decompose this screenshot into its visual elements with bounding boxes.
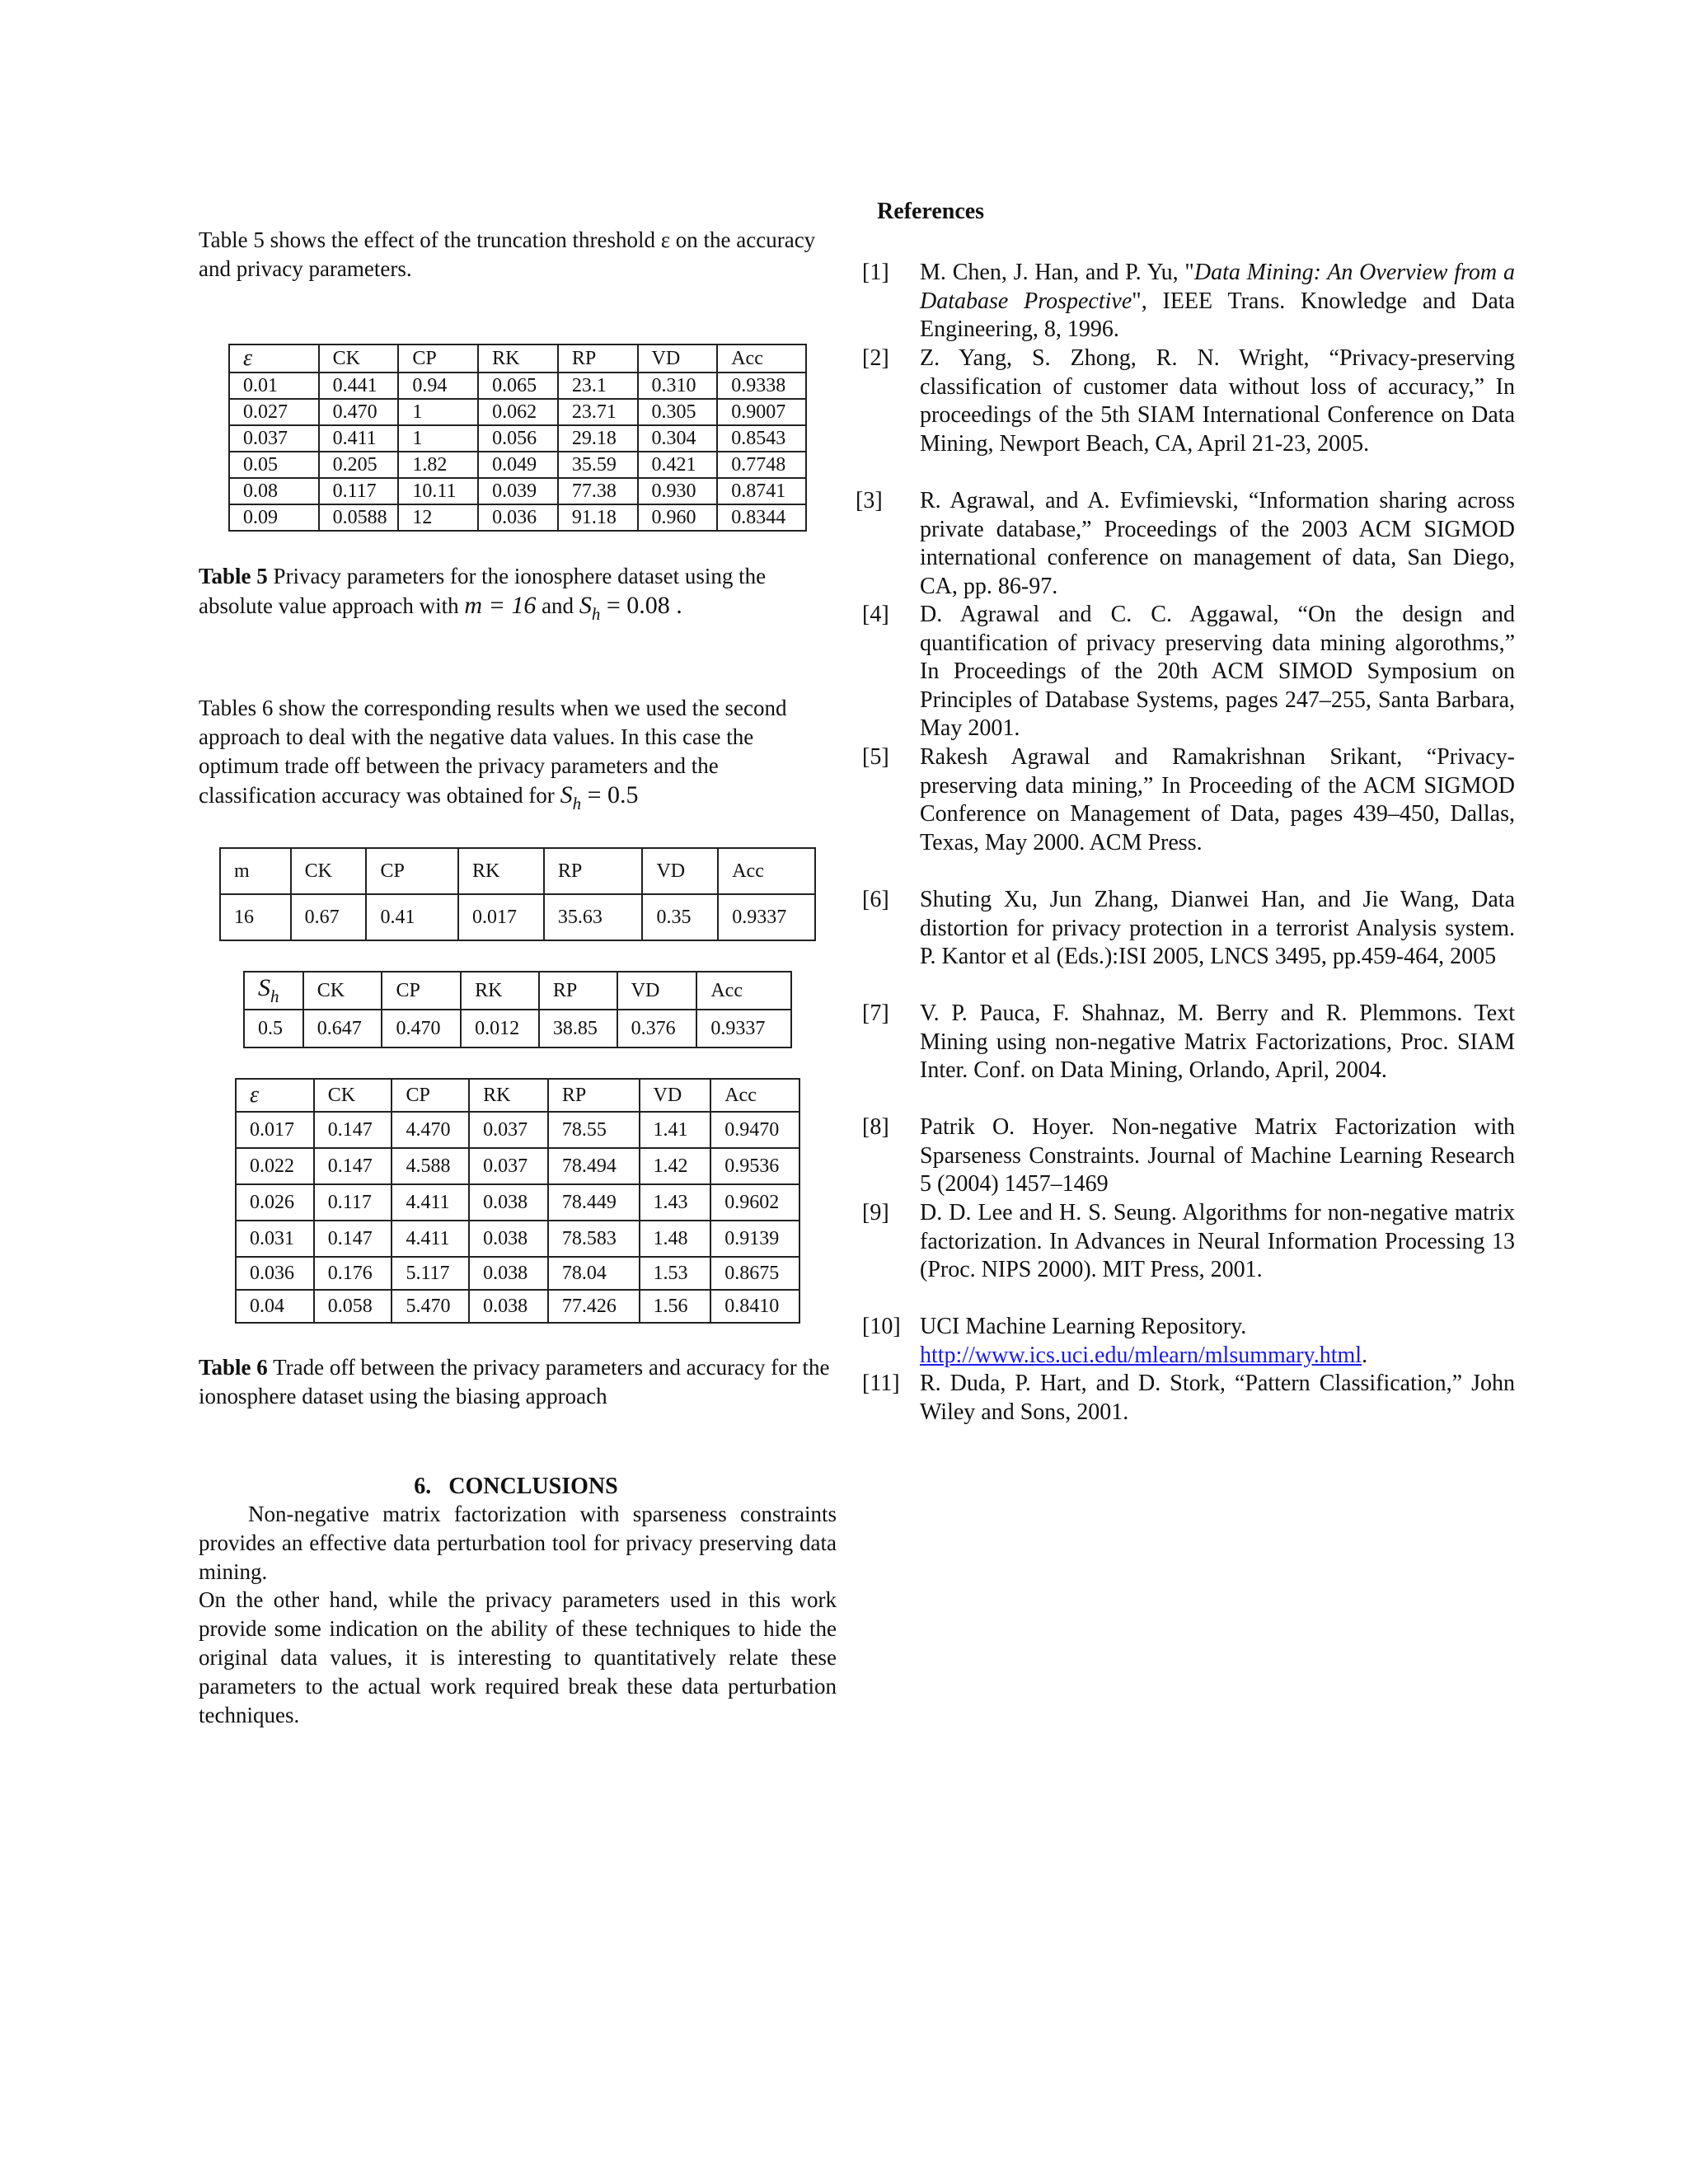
reference-number: [5] (862, 744, 889, 770)
table6b-header: RP (539, 972, 617, 1010)
reference-number: [10] (862, 1314, 901, 1339)
table5-cell: 0.049 (478, 452, 558, 478)
table6b-cell: 0.647 (303, 1010, 382, 1047)
table6c-cell: 78.449 (548, 1184, 640, 1221)
table5-cell: 0.421 (638, 452, 718, 478)
table6c-cell: 1.41 (640, 1112, 711, 1148)
conclusions-heading: 6. CONCLUSIONS (414, 1474, 618, 1499)
table5-cell: 12 (398, 504, 478, 531)
table5-row (229, 399, 806, 425)
table6c-cell: 0.8675 (710, 1257, 799, 1290)
reference-number: [6] (862, 887, 889, 912)
table6a-cell: 16 (220, 894, 291, 940)
table-6a (219, 847, 816, 941)
table6c-cell: 0.038 (469, 1290, 548, 1323)
table5-cell: 0.01 (229, 373, 319, 399)
table6c-cell: 0.9470 (710, 1112, 799, 1148)
table5-caption: Table 5 Privacy parameters for the ionosphere dataset using the absolute value approach with m = 16 and $S_h = 0.08$ . (199, 564, 767, 624)
table6c-header: RK (469, 1079, 548, 1112)
table5-cell: 1 (398, 399, 478, 425)
table6c-cell: 5.470 (392, 1290, 469, 1323)
table5-cell: 0.94 (398, 373, 478, 399)
table5-cell: 0.9338 (717, 373, 806, 399)
table5-cell: 29.18 (558, 425, 638, 452)
table6c-cell: 0.176 (314, 1257, 392, 1290)
reference-1: [1] M. Chen, J. Han, and P. Yu, "Data Mining: An Overview from a Database Prospective", IEEE Trans. Knowledge and Data Engineering, 8, 1996. (862, 260, 1516, 342)
table6c-row (236, 1184, 799, 1221)
table6c-cell: 1.42 (640, 1148, 711, 1184)
reference-3: [3] R. Agrawal, and A. Evfimievski, “Information sharing across private database,” Proceedings of the 2003 ACM SIGMOD international conference on management of data, San Diego, CA, pp. 86-97. (856, 488, 1515, 599)
table6c-cell: 0.04 (236, 1290, 314, 1323)
table6c-header: ε (236, 1079, 314, 1112)
table6a-cell: 35.63 (544, 894, 643, 940)
table6c-cell: 0.031 (236, 1221, 314, 1257)
table5-row (229, 425, 806, 452)
table5-cell: 0.0588 (319, 504, 399, 531)
table5-cell: 0.117 (319, 478, 399, 504)
table5-cell: 0.305 (638, 399, 718, 425)
table6a-cell: 0.67 (291, 894, 367, 940)
table6c-cell: 0.038 (469, 1184, 548, 1221)
table6b-header: CP (382, 972, 461, 1010)
table6c-cell: 1.43 (640, 1184, 711, 1221)
table5-header: CP (398, 344, 478, 373)
table5-cell: 0.930 (638, 478, 718, 504)
table6a-header: CK (291, 848, 367, 894)
table5-cell: 35.59 (558, 452, 638, 478)
table6c-cell: 0.037 (469, 1112, 548, 1148)
table6c-row (236, 1148, 799, 1184)
reference-6: [6] Shuting Xu, Jun Zhang, Dianwei Han, and Jie Wang, Data distortion for privacy protection in a terrorist Analysis system. P. Kantor et al (Eds.):ISI 2005, LNCS 3495, pp.459-464, 2005 (862, 887, 1515, 969)
table6a-header: m (220, 848, 291, 894)
reference-9: [9] D. D. Lee and H. S. Seung. Algorithms for non-negative matrix factorization. In Advances in Neural Information Processing 13 (Proc. NIPS 2000). MIT Press, 2001. (862, 1200, 1515, 1282)
table5-cell: 0.039 (478, 478, 558, 504)
table6a-header: Acc (718, 848, 815, 894)
table5-cell: 0.065 (478, 373, 558, 399)
table5-header: Acc (717, 344, 806, 373)
table5-cell: 0.08 (229, 478, 319, 504)
table6b-header: Acc (696, 972, 791, 1010)
table5-row (229, 504, 806, 531)
table6a-cell: 0.41 (366, 894, 458, 940)
table6c-header-row (236, 1079, 799, 1112)
table5-row (229, 478, 806, 504)
table6c-cell: 1.48 (640, 1221, 711, 1257)
table6c-cell: 5.117 (392, 1257, 469, 1290)
reference-8: [8] Patrik O. Hoyer. Non-negative Matrix Factorization with Sparseness Constraints. Journal of Machine Learning Research 5 (2004) 1457–1469 (862, 1114, 1515, 1197)
reference-7: [7] V. P. Pauca, F. Shahnaz, M. Berry and R. Plemmons. Text Mining using non-negative Matrix Factorizations, Proc. SIAM Inter. Conf. on Data Mining, Orlando, April, 2004. (862, 1001, 1515, 1083)
table5-header: RP (558, 344, 638, 373)
table6c-cell: 0.147 (314, 1221, 392, 1257)
table6c-cell: 0.036 (236, 1257, 314, 1290)
reference-number: [11] (862, 1371, 900, 1396)
reference-number: [2] (862, 345, 889, 371)
table5-header: CK (319, 344, 399, 373)
table5-cell: 0.7748 (717, 452, 806, 478)
table6a-row (220, 894, 815, 940)
table6c-header: Acc (710, 1079, 799, 1112)
table5-cell: 0.8344 (717, 504, 806, 531)
table6c-cell: 0.147 (314, 1112, 392, 1148)
table6a-header-row (220, 848, 815, 894)
conclusions-paragraph-2: On the other hand, while the privacy parameters used in this work provide some indication on the ability of these techniques to hide the original data values, it is interesting to quantitatively relate these parameters to the actual work required break these data perturbation techniques. (199, 1587, 837, 1727)
reference-number: [7] (862, 1001, 889, 1026)
table6c-header: RP (548, 1079, 640, 1112)
table5-cell: 77.38 (558, 478, 638, 504)
table6c-cell: 77.426 (548, 1290, 640, 1323)
table6c-cell: 4.470 (392, 1112, 469, 1148)
reference-number: [4] (862, 602, 889, 627)
reference-4: [4] D. Agrawal and C. C. Aggawal, “On the design and quantification of privacy preserving data mining algorothms,” In Proceedings of the 20th ACM SIMOD Symposium on Principles of Database Systems, pages 247–255, Santa Barbara, May 2001. (862, 602, 1515, 741)
table6c-cell: 4.588 (392, 1148, 469, 1184)
table6c-cell: 0.017 (236, 1112, 314, 1148)
table5-cell: 0.09 (229, 504, 319, 531)
table6c-cell: 78.55 (548, 1112, 640, 1148)
table6c-cell: 0.9139 (710, 1221, 799, 1257)
table5-cell: 1 (398, 425, 478, 452)
table6b-cell: 0.376 (617, 1010, 697, 1047)
table6b-header: RK (461, 972, 539, 1010)
table6-intro: Tables 6 show the corresponding results when we used the second approach to deal with the negative data values. In this case the optimum trade off between the privacy parameters and the classification accuracy was obtained for $S_h = 0.5$ (199, 696, 787, 813)
table6b-header: CK (303, 972, 382, 1010)
table5-header: ε (229, 344, 319, 373)
table6c-cell: 0.9536 (710, 1148, 799, 1184)
table5-cell: 1.82 (398, 452, 478, 478)
table6a-header: RK (458, 848, 544, 894)
table5-header-row (229, 344, 806, 373)
uci-repository-link[interactable]: http://www.ics.uci.edu/mlearn/mlsummary.html (920, 1342, 1362, 1368)
table6c-cell: 0.038 (469, 1257, 548, 1290)
table6c-cell: 0.058 (314, 1290, 392, 1323)
table6c-header: CK (314, 1079, 392, 1112)
table6b-cell: 0.9337 (696, 1010, 791, 1047)
table5-header: RK (478, 344, 558, 373)
table5-cell: 0.8741 (717, 478, 806, 504)
reference-number: [8] (862, 1114, 889, 1140)
table6c-cell: 1.53 (640, 1257, 711, 1290)
table5-cell: 23.71 (558, 399, 638, 425)
table5-cell: 0.036 (478, 504, 558, 531)
table6c-cell: 0.037 (469, 1148, 548, 1184)
table6c-header: CP (392, 1079, 469, 1112)
table5-cell: 0.470 (319, 399, 399, 425)
reference-number: [9] (862, 1200, 889, 1226)
table6c-cell: 4.411 (392, 1184, 469, 1221)
table6c-cell: 0.117 (314, 1184, 392, 1221)
table6b-header: VD (617, 972, 697, 1010)
table5-cell: 0.304 (638, 425, 718, 452)
table5-cell: 0.9007 (717, 399, 806, 425)
table5-cell: 0.411 (319, 425, 399, 452)
reference-number: [1] (862, 260, 889, 285)
table5-cell: 0.8543 (717, 425, 806, 452)
reference-number: [3] (856, 488, 883, 513)
table5-cell: 0.205 (319, 452, 399, 478)
table5-cell: 91.18 (558, 504, 638, 531)
table6-caption: Table 6 Trade off between the privacy parameters and accuracy for the ionosphere dataset using the biasing approach (199, 1355, 830, 1408)
table6b-cell: 0.012 (461, 1010, 539, 1047)
table6a-header: VD (642, 848, 718, 894)
table5-cell: 0.310 (638, 373, 718, 399)
table6c-cell: 0.038 (469, 1221, 548, 1257)
references-heading: References (877, 199, 985, 224)
table6b-cell: 38.85 (539, 1010, 617, 1047)
table6c-cell: 0.026 (236, 1184, 314, 1221)
table6a-header: RP (544, 848, 643, 894)
table6b-header-sh: $S_h$ (244, 972, 303, 1010)
conclusions-paragraph-1: Non-negative matrix factorization with sparseness constraints provides an effective data perturbation tool for privacy preserving data mining. (199, 1502, 837, 1584)
table-5 (228, 344, 807, 532)
table5-row (229, 452, 806, 478)
table6c-row (236, 1112, 799, 1148)
table5-cell: 10.11 (398, 478, 478, 504)
table6a-header: CP (366, 848, 458, 894)
reference-5: [5] Rakesh Agrawal and Ramakrishnan Srikant, “Privacy-preserving data mining,” In Proceeding of the ACM SIGMOD Conference on Management of Data, pages 439–450, Dallas, Texas, May 2000. ACM Press. (862, 744, 1515, 855)
table6c-header: VD (640, 1079, 711, 1112)
table6a-cell: 0.9337 (718, 894, 815, 940)
table5-cell: 0.027 (229, 399, 319, 425)
table6c-cell: 0.147 (314, 1148, 392, 1184)
table5-cell: 0.056 (478, 425, 558, 452)
table5-cell: 23.1 (558, 373, 638, 399)
table-6b (243, 971, 792, 1048)
reference-10: [10] UCI Machine Learning Repository. http://www.ics.uci.edu/mlearn/mlsummary.html. (862, 1314, 1368, 1368)
table6c-cell: 1.56 (640, 1290, 711, 1323)
table6a-cell: 0.017 (458, 894, 544, 940)
table5-header: VD (638, 344, 718, 373)
table6c-row (236, 1290, 799, 1323)
table6c-cell: 0.022 (236, 1148, 314, 1184)
table6c-row (236, 1221, 799, 1257)
reference-2: [2] Z. Yang, S. Zhong, R. N. Wright, “Privacy-preserving classification of customer data without loss of accuracy,” In proceedings of the 5th SIAM International Conference on Data Mining, Newport Beach, CA, April 21-23, 2005. (862, 345, 1515, 457)
table6c-cell: 78.583 (548, 1221, 640, 1257)
table5-cell: 0.441 (319, 373, 399, 399)
table6c-cell: 4.411 (392, 1221, 469, 1257)
table6c-cell: 0.9602 (710, 1184, 799, 1221)
table6b-cell: 0.470 (382, 1010, 461, 1047)
table6c-cell: 0.8410 (710, 1290, 799, 1323)
table6c-cell: 78.494 (548, 1148, 640, 1184)
table5-cell: 0.05 (229, 452, 319, 478)
table5-cell: 0.037 (229, 425, 319, 452)
table6c-cell: 78.04 (548, 1257, 640, 1290)
table6a-cell: 0.35 (642, 894, 718, 940)
table5-intro: Table 5 shows the effect of the truncation threshold ε on the accuracy and privacy parameters. (199, 227, 816, 281)
table-6c (235, 1078, 800, 1324)
table5-cell: 0.062 (478, 399, 558, 425)
reference-11: [11] R. Duda, P. Hart, and D. Stork, “Pattern Classification,” John Wiley and Sons, 2001. (862, 1371, 1515, 1425)
table6c-row (236, 1257, 799, 1290)
table6b-cell: 0.5 (244, 1010, 303, 1047)
table5-cell: 0.960 (638, 504, 718, 531)
table5-row (229, 373, 806, 399)
